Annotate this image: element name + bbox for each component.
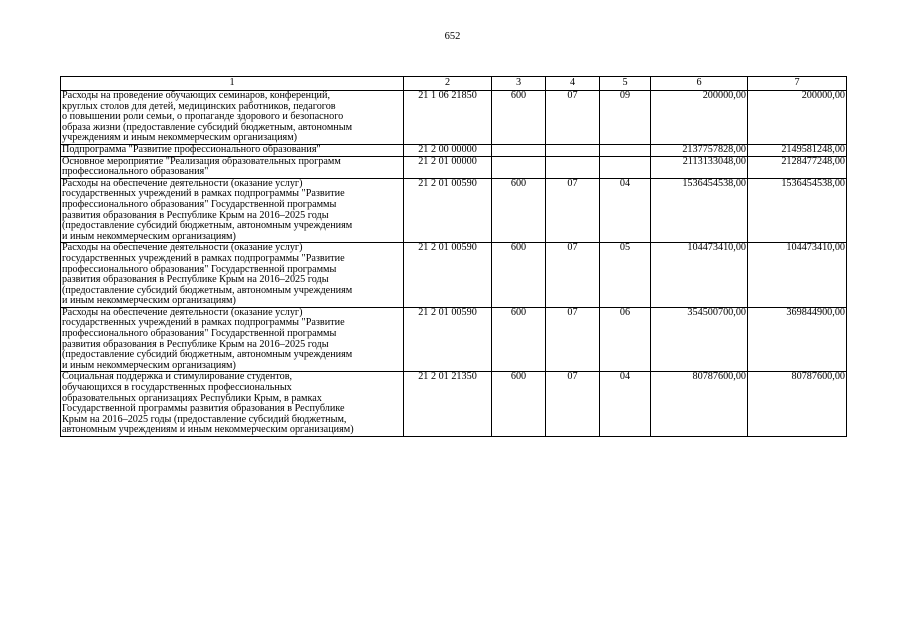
header-cell: 4 xyxy=(546,77,600,91)
table-row xyxy=(61,307,847,372)
expense-name: Расходы на обеспечение деятельности (оказание услуг) государственных учреждений в рамках подпрограммы "Развитие профессионального образования" Государственной программы развития образования в Республике Крым на 2016–2025 годы (предоставление субсидий бюджетным, автономным учреждениям и иным некоммерческим организациям) xyxy=(61,243,404,308)
amount-col-7: 1536454538,00 xyxy=(748,178,847,243)
expense-type-code xyxy=(492,156,546,178)
target-article-code: 21 2 01 00000 xyxy=(404,156,492,178)
table-row xyxy=(61,144,847,156)
expense-name: Расходы на обеспечение деятельности (оказание услуг) государственных учреждений в рамках подпрограммы "Развитие профессионального образования" Государственной программы развития образования в Республике Крым на 2016–2025 годы (предоставление субсидий бюджетным, автономным учреждениям и иным некоммерческим организациям) xyxy=(61,307,404,372)
target-article-code: 21 2 00 00000 xyxy=(404,144,492,156)
expense-name: Социальная поддержка и стимулирование студентов, обучающихся в государственных профессиональных образовательных организациях Республики Крым, в рамках Государственной программы развития образования в Республике Крым на 2016–2025 годы (предоставление субсидий бюджетным, автономным учреждениям и иным некоммерческим организациям) xyxy=(61,372,404,437)
section-code: 07 xyxy=(546,372,600,437)
table-row xyxy=(61,91,847,145)
amount-col-6: 2113133048,00 xyxy=(651,156,748,178)
expense-name: Основное мероприятие "Реализация образовательных программ профессионального образования" xyxy=(61,156,404,178)
amount-col-7: 104473410,00 xyxy=(748,243,847,308)
section-code: 07 xyxy=(546,307,600,372)
amount-col-6: 80787600,00 xyxy=(651,372,748,437)
table-row xyxy=(61,372,847,437)
amount-col-7: 200000,00 xyxy=(748,91,847,145)
amount-col-7: 80787600,00 xyxy=(748,372,847,437)
amount-col-6: 104473410,00 xyxy=(651,243,748,308)
expense-type-code: 600 xyxy=(492,372,546,437)
table-row xyxy=(61,156,847,178)
table-row xyxy=(61,243,847,308)
expense-type-code: 600 xyxy=(492,243,546,308)
subsection-code: 04 xyxy=(600,178,651,243)
subsection-code: 06 xyxy=(600,307,651,372)
expense-type-code: 600 xyxy=(492,307,546,372)
expense-name: Расходы на проведение обучающих семинаров, конференций, круглых столов для детей, медицинских работников, педагогов о повышении роли семьи, о пропаганде здорового и безопасного образа жизни (предоставление субсидий бюджетным, автономным учреждениям и иным некоммерческим организациям) xyxy=(61,91,404,145)
page-number: 652 xyxy=(444,31,461,42)
expense-type-code: 600 xyxy=(492,178,546,243)
header-cell: 5 xyxy=(600,77,651,91)
expense-name: Подпрограмма "Развитие профессионального образования" xyxy=(61,144,404,156)
subsection-code: 05 xyxy=(600,243,651,308)
target-article-code: 21 2 01 00590 xyxy=(404,178,492,243)
target-article-code: 21 2 01 00590 xyxy=(404,307,492,372)
expense-name: Расходы на обеспечение деятельности (оказание услуг) государственных учреждений в рамках подпрограммы "Развитие профессионального образования" Государственной программы развития образования в Республике Крым на 2016–2025 годы (предоставление субсидий бюджетным, автономным учреждениям и иным некоммерческим организациям) xyxy=(61,178,404,243)
amount-col-6: 2137757828,00 xyxy=(651,144,748,156)
amount-col-7: 369844900,00 xyxy=(748,307,847,372)
amount-col-7: 2128477248,00 xyxy=(748,156,847,178)
header-row xyxy=(61,77,847,91)
subsection-code: 09 xyxy=(600,91,651,145)
target-article-code: 21 2 01 21350 xyxy=(404,372,492,437)
header-cell: 7 xyxy=(748,77,847,91)
subsection-code xyxy=(600,156,651,178)
section-code: 07 xyxy=(546,243,600,308)
header-cell: 6 xyxy=(651,77,748,91)
amount-col-6: 200000,00 xyxy=(651,91,748,145)
amount-col-7: 2149581248,00 xyxy=(748,144,847,156)
header-cell: 1 xyxy=(61,77,404,91)
amount-col-6: 354500700,00 xyxy=(651,307,748,372)
amount-col-6: 1536454538,00 xyxy=(651,178,748,243)
target-article-code: 21 1 06 21850 xyxy=(404,91,492,145)
section-code xyxy=(546,144,600,156)
header-cell: 2 xyxy=(404,77,492,91)
expense-type-code xyxy=(492,144,546,156)
subsection-code xyxy=(600,144,651,156)
section-code xyxy=(546,156,600,178)
header-cell: 3 xyxy=(492,77,546,91)
section-code: 07 xyxy=(546,178,600,243)
expense-type-code: 600 xyxy=(492,91,546,145)
target-article-code: 21 2 01 00590 xyxy=(404,243,492,308)
section-code: 07 xyxy=(546,91,600,145)
table-row xyxy=(61,178,847,243)
budget-table xyxy=(60,76,847,437)
subsection-code: 04 xyxy=(600,372,651,437)
